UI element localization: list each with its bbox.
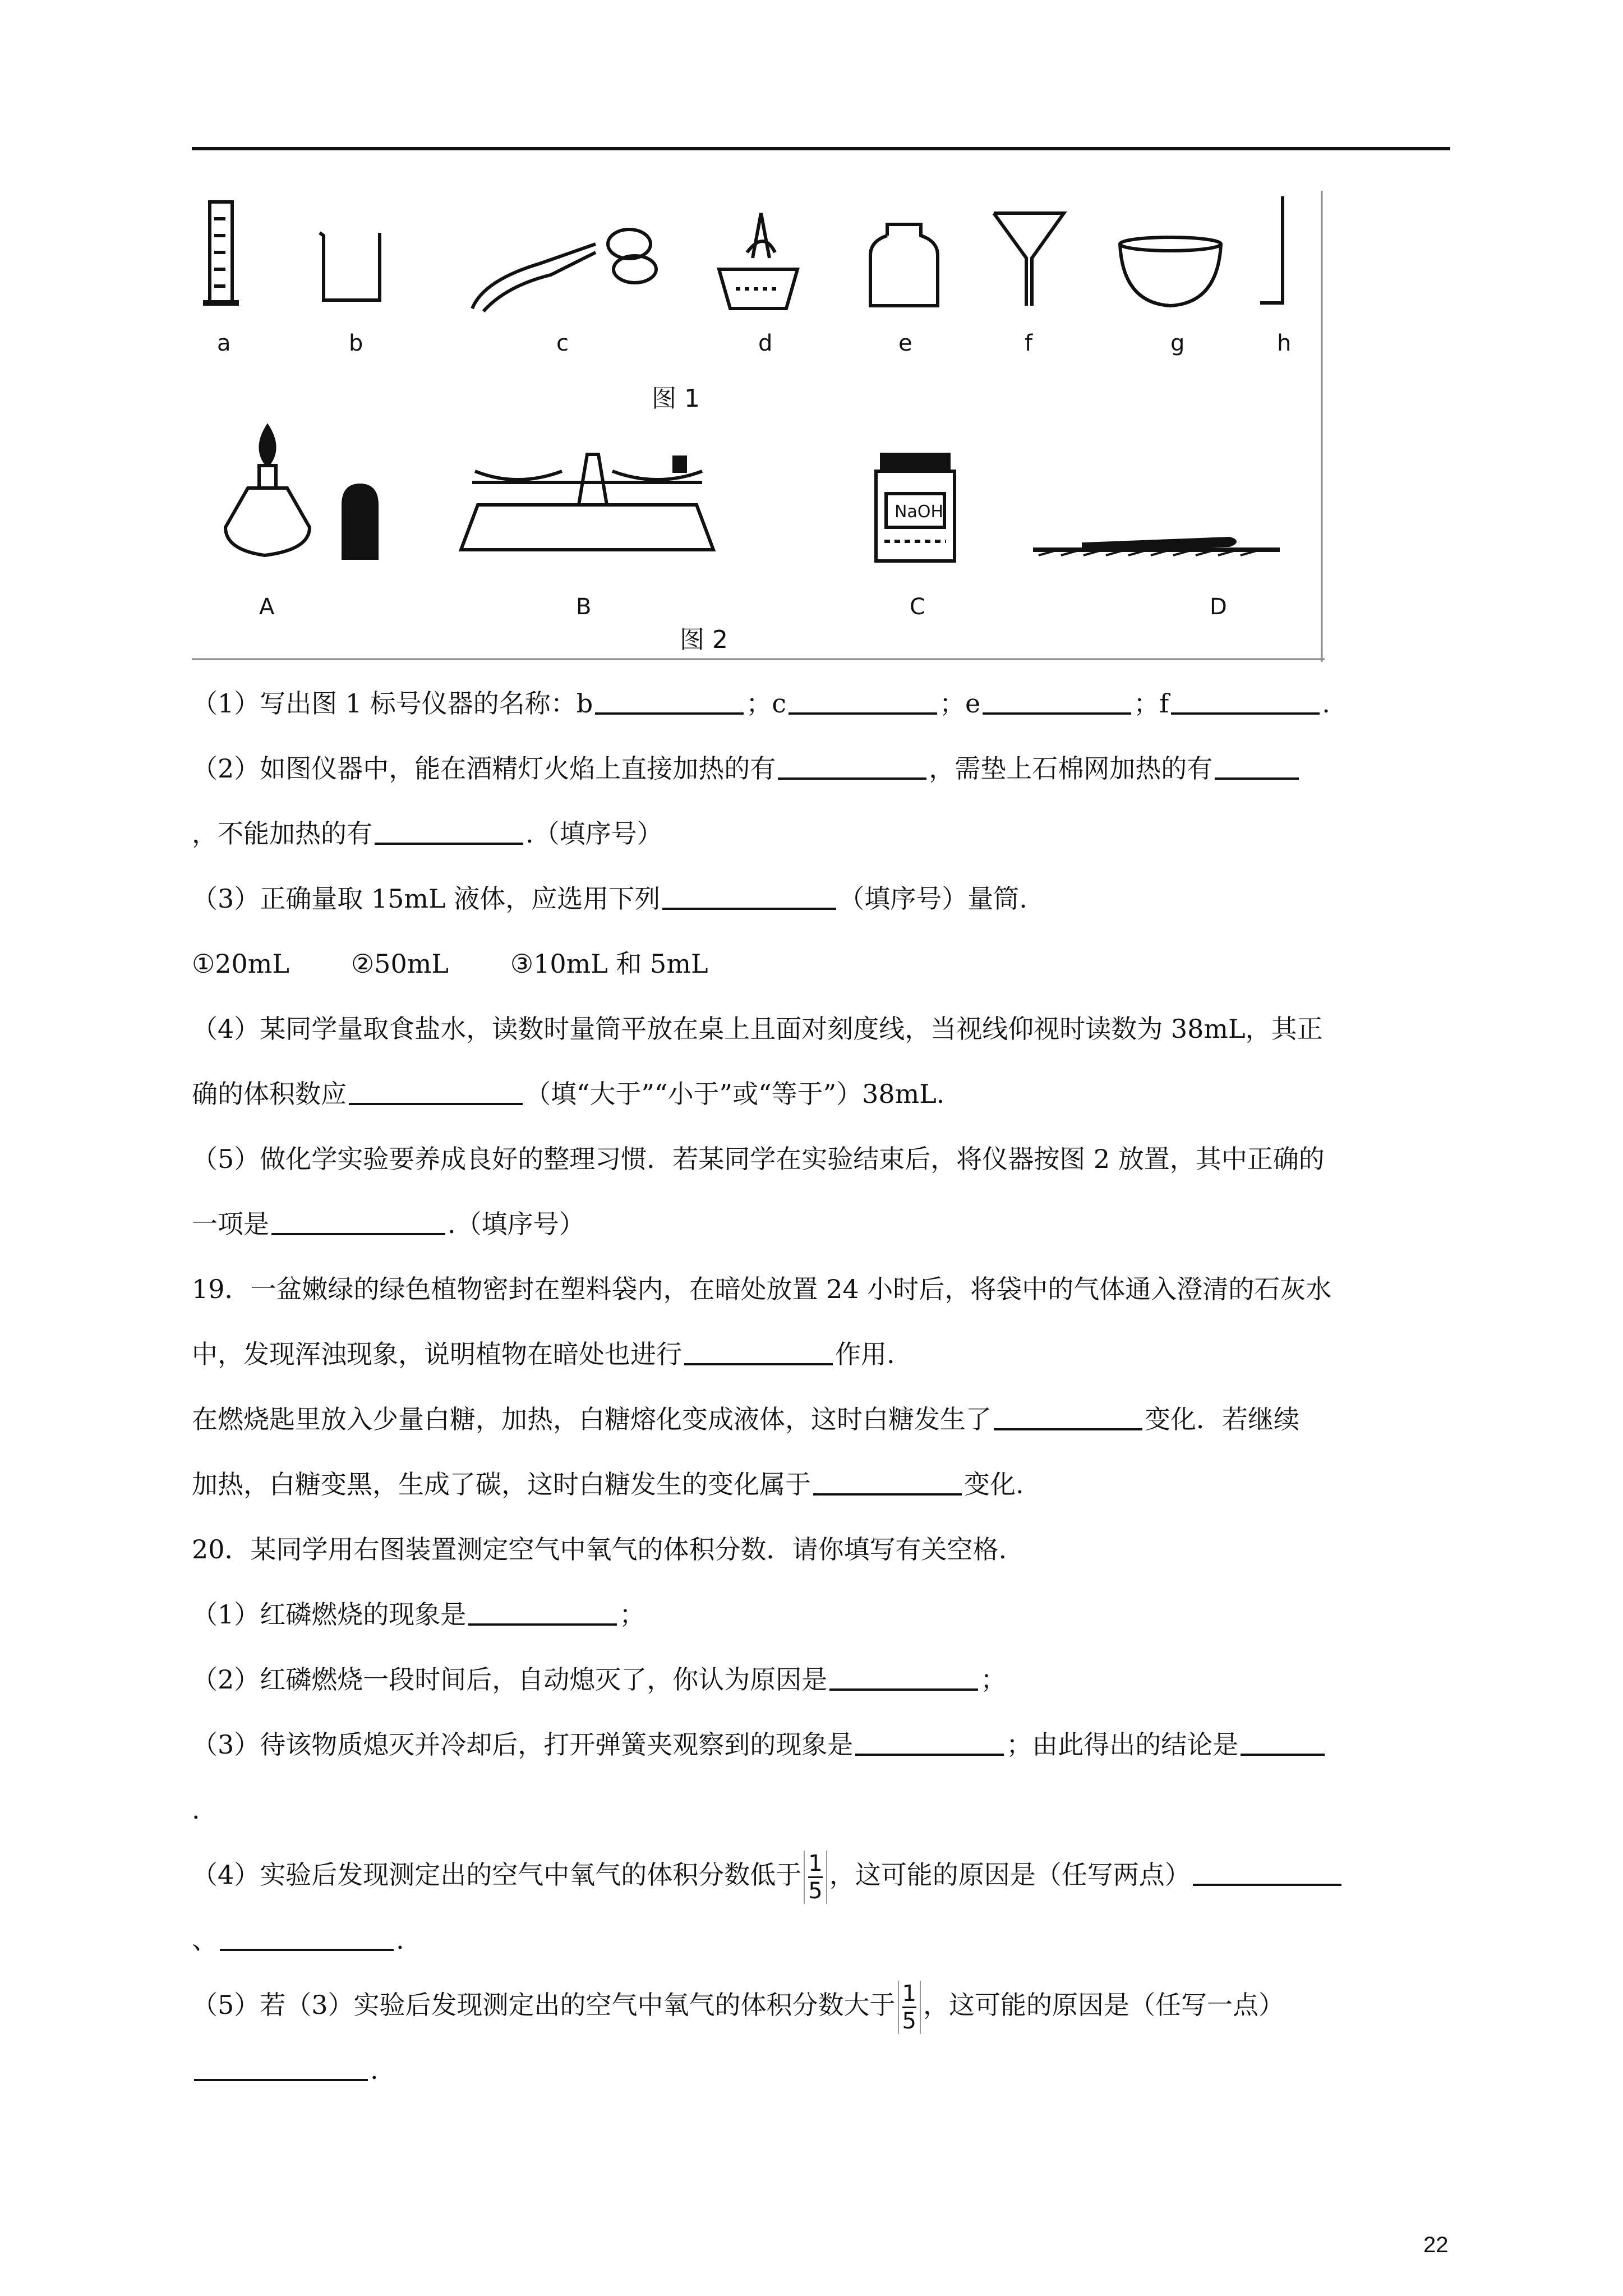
line-22 [192,2037,1450,2102]
text: .（填序号） [525,818,663,849]
line-20 [192,1907,1450,1972]
answer-blank[interactable] [829,1664,978,1691]
fig2-label: B [576,594,592,620]
answer-blank[interactable] [662,883,836,910]
test-tube-on-table-icon [1033,539,1280,555]
text: 加热，白糖变黑，生成了碳，这时白糖发生的变化属于 [192,1469,811,1499]
fig1-label: a [217,330,231,356]
text: . [370,2055,379,2085]
line-14: 20．某同学用右图装置测定空气中氧气的体积分数．请你填写有关空格. [192,1534,1007,1565]
fig1-label: b [349,330,363,356]
text: 中，发现浑浊现象，说明植物在暗处也进行 [192,1339,682,1369]
line-3 [192,801,1450,866]
funnel-icon [994,213,1064,306]
line-2 [192,736,1450,801]
answer-blank[interactable] [855,1729,1004,1756]
text: 一项是 [192,1209,269,1239]
answer-blank[interactable] [595,688,744,715]
answer-blank[interactable] [220,1924,394,1951]
line-15 [192,1582,1450,1647]
text: . [396,1925,404,1955]
text: （4）实验后发现测定出的空气中氧气的体积分数低于 [192,1860,802,1890]
text: ； [619,1599,645,1630]
text: ，需垫上石棉网加热的有 [929,753,1213,784]
text: 确的体积数应 [192,1079,347,1109]
beaker-icon [320,233,380,300]
text: ；c [746,688,786,719]
line-21 [192,1972,1450,2037]
fig1-label: g [1170,330,1185,356]
fraction-denominator: 5 [808,1878,823,1904]
answer-blank[interactable] [789,688,937,715]
crucible-tongs-icon [472,229,656,311]
text: （2）红磷燃烧一段时间后，自动熄灭了，你认为原因是 [192,1664,828,1695]
text: （2）如图仪器中，能在酒精灯火焰上直接加热的有 [192,753,776,784]
text: ；由此得出的结论是 [1006,1729,1239,1760]
line-4 [192,866,1450,931]
line-6: （4）某同学量取食盐水，读数时量筒平放在桌上且面对刻度线，当视线仰视时读数为 38mL，其正 [192,1014,1323,1044]
answer-blank[interactable] [983,688,1131,715]
text: （填序号）量筒. [838,884,1027,914]
text: 在燃烧匙里放入少量白糖，加热，白糖熔化变成液体，这时白糖发生了 [192,1404,992,1434]
line-5 [192,931,1450,996]
line-10: 19．一盆嫩绿的绿色植物密封在塑料袋内，在暗处放置 24 小时后，将袋中的气体通入澄清的石灰水 [192,1274,1332,1304]
fraction [804,1851,827,1904]
text: 、 [192,1925,218,1955]
answer-blank[interactable] [1171,688,1320,715]
fraction-denominator: 5 [902,2008,916,2034]
fraction-numerator: 1 [902,1981,916,2008]
fraction-numerator: 1 [808,1851,822,1878]
fraction [898,1981,921,2034]
text: ；e [939,688,981,719]
text: （3）待该物质熄灭并冷却后，打开弹簧夹观察到的现象是 [192,1729,854,1760]
text: . [1322,688,1330,719]
text: ； [980,1664,1007,1695]
gas-jar-icon [870,224,938,306]
text: （1）红磷燃烧的现象是 [192,1599,467,1630]
answer-blank[interactable] [813,1469,962,1496]
line-1 [192,671,1450,736]
glass-rod-icon [1260,196,1283,303]
fig2-label: D [1210,594,1227,620]
evaporating-basin-icon [1120,237,1221,306]
text: ，这可能的原因是（任写两点） [829,1860,1191,1890]
answer-blank[interactable] [684,1338,833,1365]
line-18: . [192,1795,200,1825]
evaporating-dish-icon [719,213,797,309]
answer-blank[interactable] [468,1599,617,1626]
graduated-cylinder-icon [203,202,239,303]
text: ，不能加热的有 [192,818,372,849]
fig1-caption: 图 1 [652,384,700,413]
answer-blank[interactable] [271,1208,445,1235]
text: 变化. [964,1469,1024,1499]
line-7 [192,1061,1450,1126]
text: （1）写出图 1 标号仪器的名称：b [192,688,593,719]
fig1-label: d [758,330,773,356]
option-2: ②50mL [351,949,449,979]
fig1-label: e [898,330,912,356]
fig2-label: C [910,594,925,620]
text: （填“大于”“小于”或“等于”）38mL. [525,1079,945,1109]
fig1-label: c [556,330,569,356]
page-number: 22 [1423,2233,1449,2257]
bottle-label: NaOH [895,502,943,522]
answer-blank[interactable] [1193,1859,1341,1886]
question-text [192,671,1450,2102]
text: 变化．若继续 [1145,1404,1299,1434]
answer-blank[interactable] [1215,753,1299,780]
line-11 [192,1322,1450,1387]
answer-blank[interactable] [349,1078,523,1105]
fig2-label: A [259,594,275,620]
text: （3）正确量取 15mL 液体，应选用下列 [192,884,661,914]
apparatus-figure [192,191,1325,662]
line-12 [192,1387,1450,1452]
option-1: ①20mL [192,949,289,979]
text: ，这可能的原因是（任写一点） [923,1990,1284,2020]
line-16 [192,1647,1450,1712]
line-13 [192,1452,1450,1517]
line-19 [192,1842,1450,1907]
answer-blank[interactable] [994,1404,1142,1430]
text: .（填序号） [448,1209,585,1239]
text: 作用. [835,1339,895,1369]
text: （5）若（3）实验后发现测定出的空气中氧气的体积分数大于 [192,1990,896,2020]
header-rule [192,147,1450,150]
line-17 [192,1712,1450,1777]
alcohol-lamp-icon [225,426,377,558]
answer-blank[interactable] [1241,1729,1325,1756]
answer-blank[interactable] [375,818,523,845]
fig2-caption: 图 2 [680,625,728,654]
line-8: （5）做化学实验要养成良好的整理习惯．若某同学在实验结束后，将仪器按图 2 放置，其中正确的 [192,1144,1325,1174]
text: ；f [1133,688,1169,719]
fig1-label: f [1025,330,1033,356]
answer-blank[interactable] [194,2054,368,2081]
balance-icon [461,454,713,550]
answer-blank[interactable] [778,753,926,780]
line-9 [192,1191,1450,1257]
option-3: ③10mL 和 5mL [510,949,708,979]
fig1-label: h [1277,330,1292,356]
